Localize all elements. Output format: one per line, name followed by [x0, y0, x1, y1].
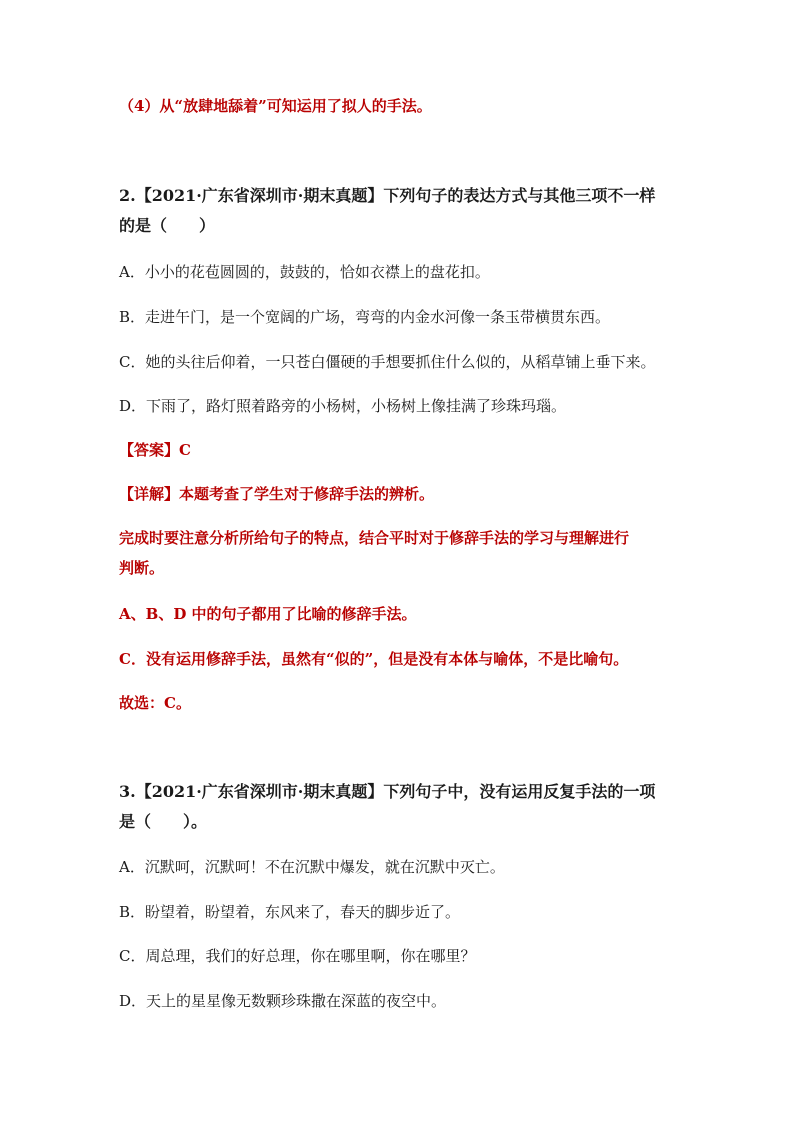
q2-option-c: C．她的头往后仰着，一只苍白僵硬的手想要抓住什么似的，从稻草铺上垂下来。	[119, 353, 656, 371]
q3-option-a: A．沉默呵，沉默呵！不在沉默中爆发，就在沉默中灭亡。	[119, 858, 505, 876]
q3-option-c: C．周总理，我们的好总理，你在哪里啊，你在哪里？	[119, 947, 476, 965]
q3-option-d: D．天上的星星像无数颗珍珠撒在深蓝的夜空中。	[119, 992, 447, 1010]
q3-stem-line1: 3.【2021·广东省深圳市·期末真题】下列句子中，没有运用反复手法的一项	[119, 782, 656, 801]
q2-stem-line2: 的是（ ）	[119, 216, 216, 235]
q3-option-b: B．盼望着，盼望着，东风来了，春天的脚步近了。	[119, 903, 461, 921]
q2-option-d: D．下雨了，路灯照着路旁的小杨树，小杨树上像挂满了珍珠玛瑙。	[119, 397, 567, 415]
q2-detail-line6: 故选：C。	[119, 694, 191, 712]
q2-detail-line2: 完成时要注意分析所给句子的特点，结合平时对于修辞手法的学习与理解进行	[119, 529, 630, 547]
q2-detail-line3: 判断。	[119, 559, 165, 577]
q2-stem-line1: 2.【2021·广东省深圳市·期末真题】下列句子的表达方式与其他三项不一样	[119, 186, 656, 205]
q2-option-a: A．小小的花苞圆圆的，鼓鼓的，恰如衣襟上的盘花扣。	[119, 263, 490, 281]
q2-answer: 【答案】C	[119, 441, 191, 459]
q2-detail-line5: C．没有运用修辞手法，虽然有“似的”，但是没有本体与喻体，不是比喻句。	[119, 650, 629, 668]
prev-answer-item4: （4）从“放肆地舔着”可知运用了拟人的手法。	[119, 97, 432, 115]
q3-stem-line2: 是（ ）。	[119, 812, 208, 831]
q2-option-b: B．走进午门，是一个宽阔的广场，弯弯的内金水河像一条玉带横贯东西。	[119, 308, 611, 326]
q2-detail-line4: A、B、D 中的句子都用了比喻的修辞手法。	[119, 605, 417, 623]
q2-detail-line1: 【详解】本题考查了学生对于修辞手法的辨析。	[119, 485, 435, 503]
